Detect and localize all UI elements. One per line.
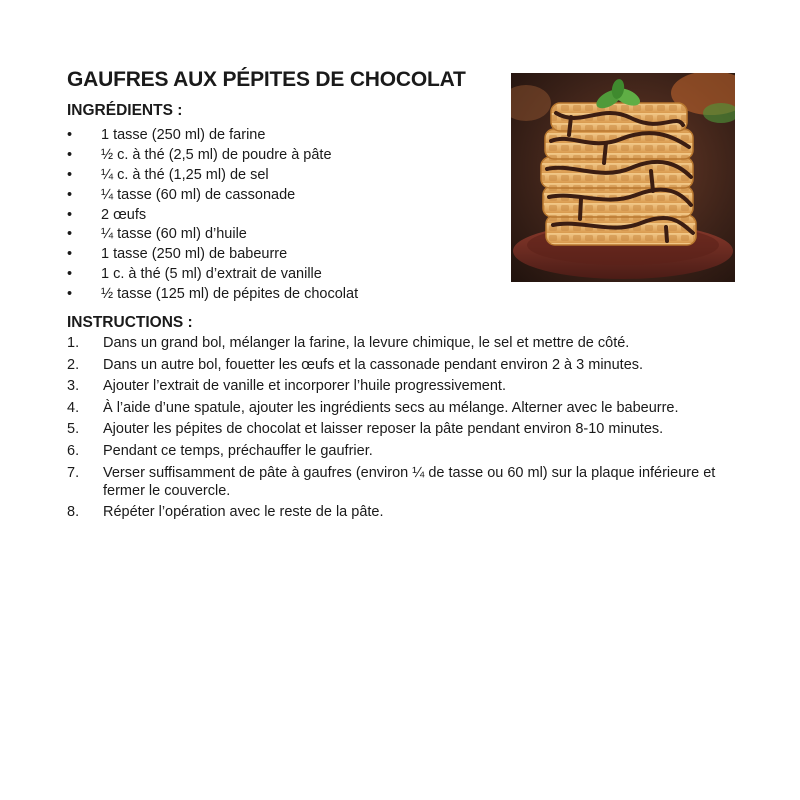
bullet-icon: • [67, 166, 73, 183]
step-number: 5. [67, 421, 80, 438]
ingredient-text: 1 c. à thé (5 ml) d’extrait de vanille [101, 266, 322, 283]
step-number: 1. [67, 335, 80, 351]
step-number: 4. [67, 399, 80, 416]
ingredient-text: 1 tasse (250 ml) de babeurre [101, 246, 288, 263]
bullet-icon: • [67, 146, 73, 163]
recipe-title: GAUFRES AUX PÉPITES DE CHOCOLAT [67, 68, 466, 91]
step-text: Dans un grand bol, mélanger la farine, la levure chimique, le sel et mettre de côté. [103, 335, 630, 351]
bullet-icon: • [67, 266, 73, 283]
ingredient-text: 1 tasse (250 ml) de farine [101, 127, 266, 143]
instruction-step [0, 442, 800, 460]
step-number: 8. [67, 504, 80, 521]
instruction-step [0, 464, 800, 500]
ingredient-text: ¼ c. à thé (1,25 ml) de sel [101, 166, 269, 183]
ingredient-text: 2 œufs [101, 206, 147, 223]
waffle-stack-photo [511, 73, 735, 282]
step-text: Ajouter les pépites de chocolat et laisser reposer la pâte pendant environ 8-10 minutes. [103, 421, 664, 438]
instruction-step [0, 356, 800, 374]
instruction-step [0, 420, 800, 438]
step-text: Pendant ce temps, préchauffer le gaufrier. [103, 442, 373, 459]
instruction-step [0, 503, 800, 521]
ingredient-text: ½ tasse (125 ml) de pépites de chocolat [101, 286, 359, 303]
bullet-icon: • [67, 127, 73, 143]
step-text: Verser suffisamment de pâte à gaufres (environ ¼ de tasse ou 60 ml) sur la plaque inférieure et fermer le couvercle. [103, 464, 716, 499]
bullet-icon: • [67, 286, 73, 303]
instructions-heading: INSTRUCTIONS : [67, 314, 193, 331]
instructions-list [0, 334, 800, 525]
step-number: 7. [67, 464, 80, 481]
step-text: À l’aide d’une spatule, ajouter les ingrédients secs au mélange. Alterner avec le babeurre. [103, 399, 679, 416]
instruction-step [0, 334, 800, 352]
bullet-icon: • [67, 226, 73, 243]
ingredients-heading: INGRÉDIENTS : [67, 102, 183, 119]
ingredient-text: ¼ tasse (60 ml) d’huile [101, 226, 247, 243]
step-text: Répéter l’opération avec le reste de la pâte. [103, 504, 384, 521]
bullet-icon: • [67, 246, 73, 263]
bullet-icon: • [67, 186, 73, 203]
waffle-photo-illustration [511, 73, 735, 282]
ingredient-text: ¼ tasse (60 ml) de cassonade [101, 186, 296, 203]
step-text: Dans un autre bol, fouetter les œufs et la cassonade pendant environ 2 à 3 minutes. [103, 356, 644, 373]
step-number: 2. [67, 356, 80, 373]
step-number: 6. [67, 442, 80, 459]
step-number: 3. [67, 378, 80, 395]
instruction-step [0, 377, 800, 395]
bullet-icon: • [67, 206, 73, 223]
instruction-step [0, 399, 800, 417]
step-text: Ajouter l’extrait de vanille et incorporer l’huile progressivement. [103, 378, 506, 395]
ingredient-text: ½ c. à thé (2,5 ml) de poudre à pâte [101, 146, 332, 163]
